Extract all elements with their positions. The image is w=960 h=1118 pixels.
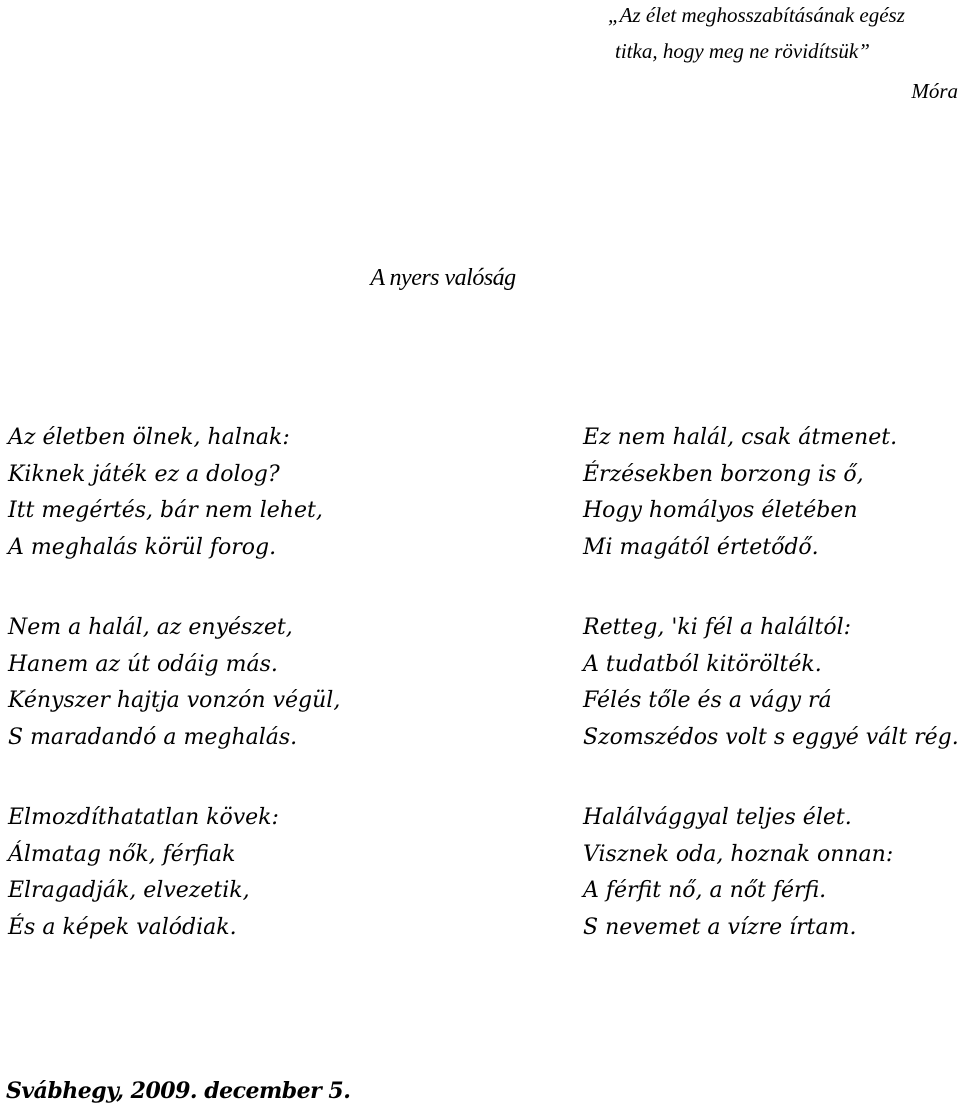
poem-line: Az életben ölnek, halnak:: [8, 425, 290, 450]
poem-line: Szomszédos volt s eggyé vált rég.: [583, 724, 959, 750]
poem-line: A tudatból kitörölték.: [583, 651, 822, 677]
poem-line: Érzésekben borzong is ő,: [583, 461, 864, 487]
stanza: [8, 420, 468, 566]
poem-line: Félés tőle és a vágy rá: [583, 688, 832, 713]
stanza: [583, 610, 960, 756]
poem-line: Itt megértés, bár nem lehet,: [8, 498, 323, 523]
poem-line: Nem a halál, az enyészet,: [8, 615, 293, 640]
right-column: [583, 420, 960, 990]
poem-line: A meghalás körül forog.: [8, 534, 277, 560]
stanza: [8, 610, 468, 756]
poem-line: Elragadják, elvezetik,: [8, 878, 250, 903]
poem-line: Kiknek játék ez a dolog?: [8, 461, 280, 487]
signature-place-date: Svábhegy, 2009. december 5.: [6, 1078, 351, 1104]
poem-line: Halálvággyal teljes élet.: [583, 805, 852, 830]
poem-line: S maradandó a meghalás.: [8, 724, 298, 750]
poem-line: Hanem az út odáig más.: [8, 651, 278, 677]
poem-line: A férfit nő, a nőt férfi.: [583, 878, 827, 903]
stanza: [8, 800, 468, 946]
poem-line: Hogy homályos életében: [583, 498, 858, 523]
poem-line: Retteg, 'ki fél a haláltól:: [583, 615, 852, 640]
poem-line: Kényszer hajtja vonzón végül,: [8, 688, 341, 713]
stanza: [583, 420, 960, 566]
poem-line: Elmozdíthatatlan kövek:: [8, 805, 279, 830]
epigraph-line-1: „Az élet meghosszabításának egész: [608, 3, 905, 27]
left-column: [8, 420, 468, 990]
poem-line: Álmatag nők, férfiak: [8, 841, 236, 867]
poem-title: A nyers valóság: [370, 265, 516, 291]
poem-line: Mi magától értetődő.: [583, 534, 819, 560]
poem-line: Ez nem halál, csak átmenet.: [583, 425, 898, 450]
epigraph-author: Móra: [911, 79, 958, 103]
poem-line: S nevemet a vízre írtam.: [583, 914, 857, 940]
epigraph-line-2: titka, hogy meg ne rövidítsük”: [615, 39, 870, 63]
poem-line: És a képek valódiak.: [8, 914, 237, 940]
poem-line: Visznek oda, hoznak onnan:: [583, 841, 894, 867]
stanza: [583, 800, 960, 946]
